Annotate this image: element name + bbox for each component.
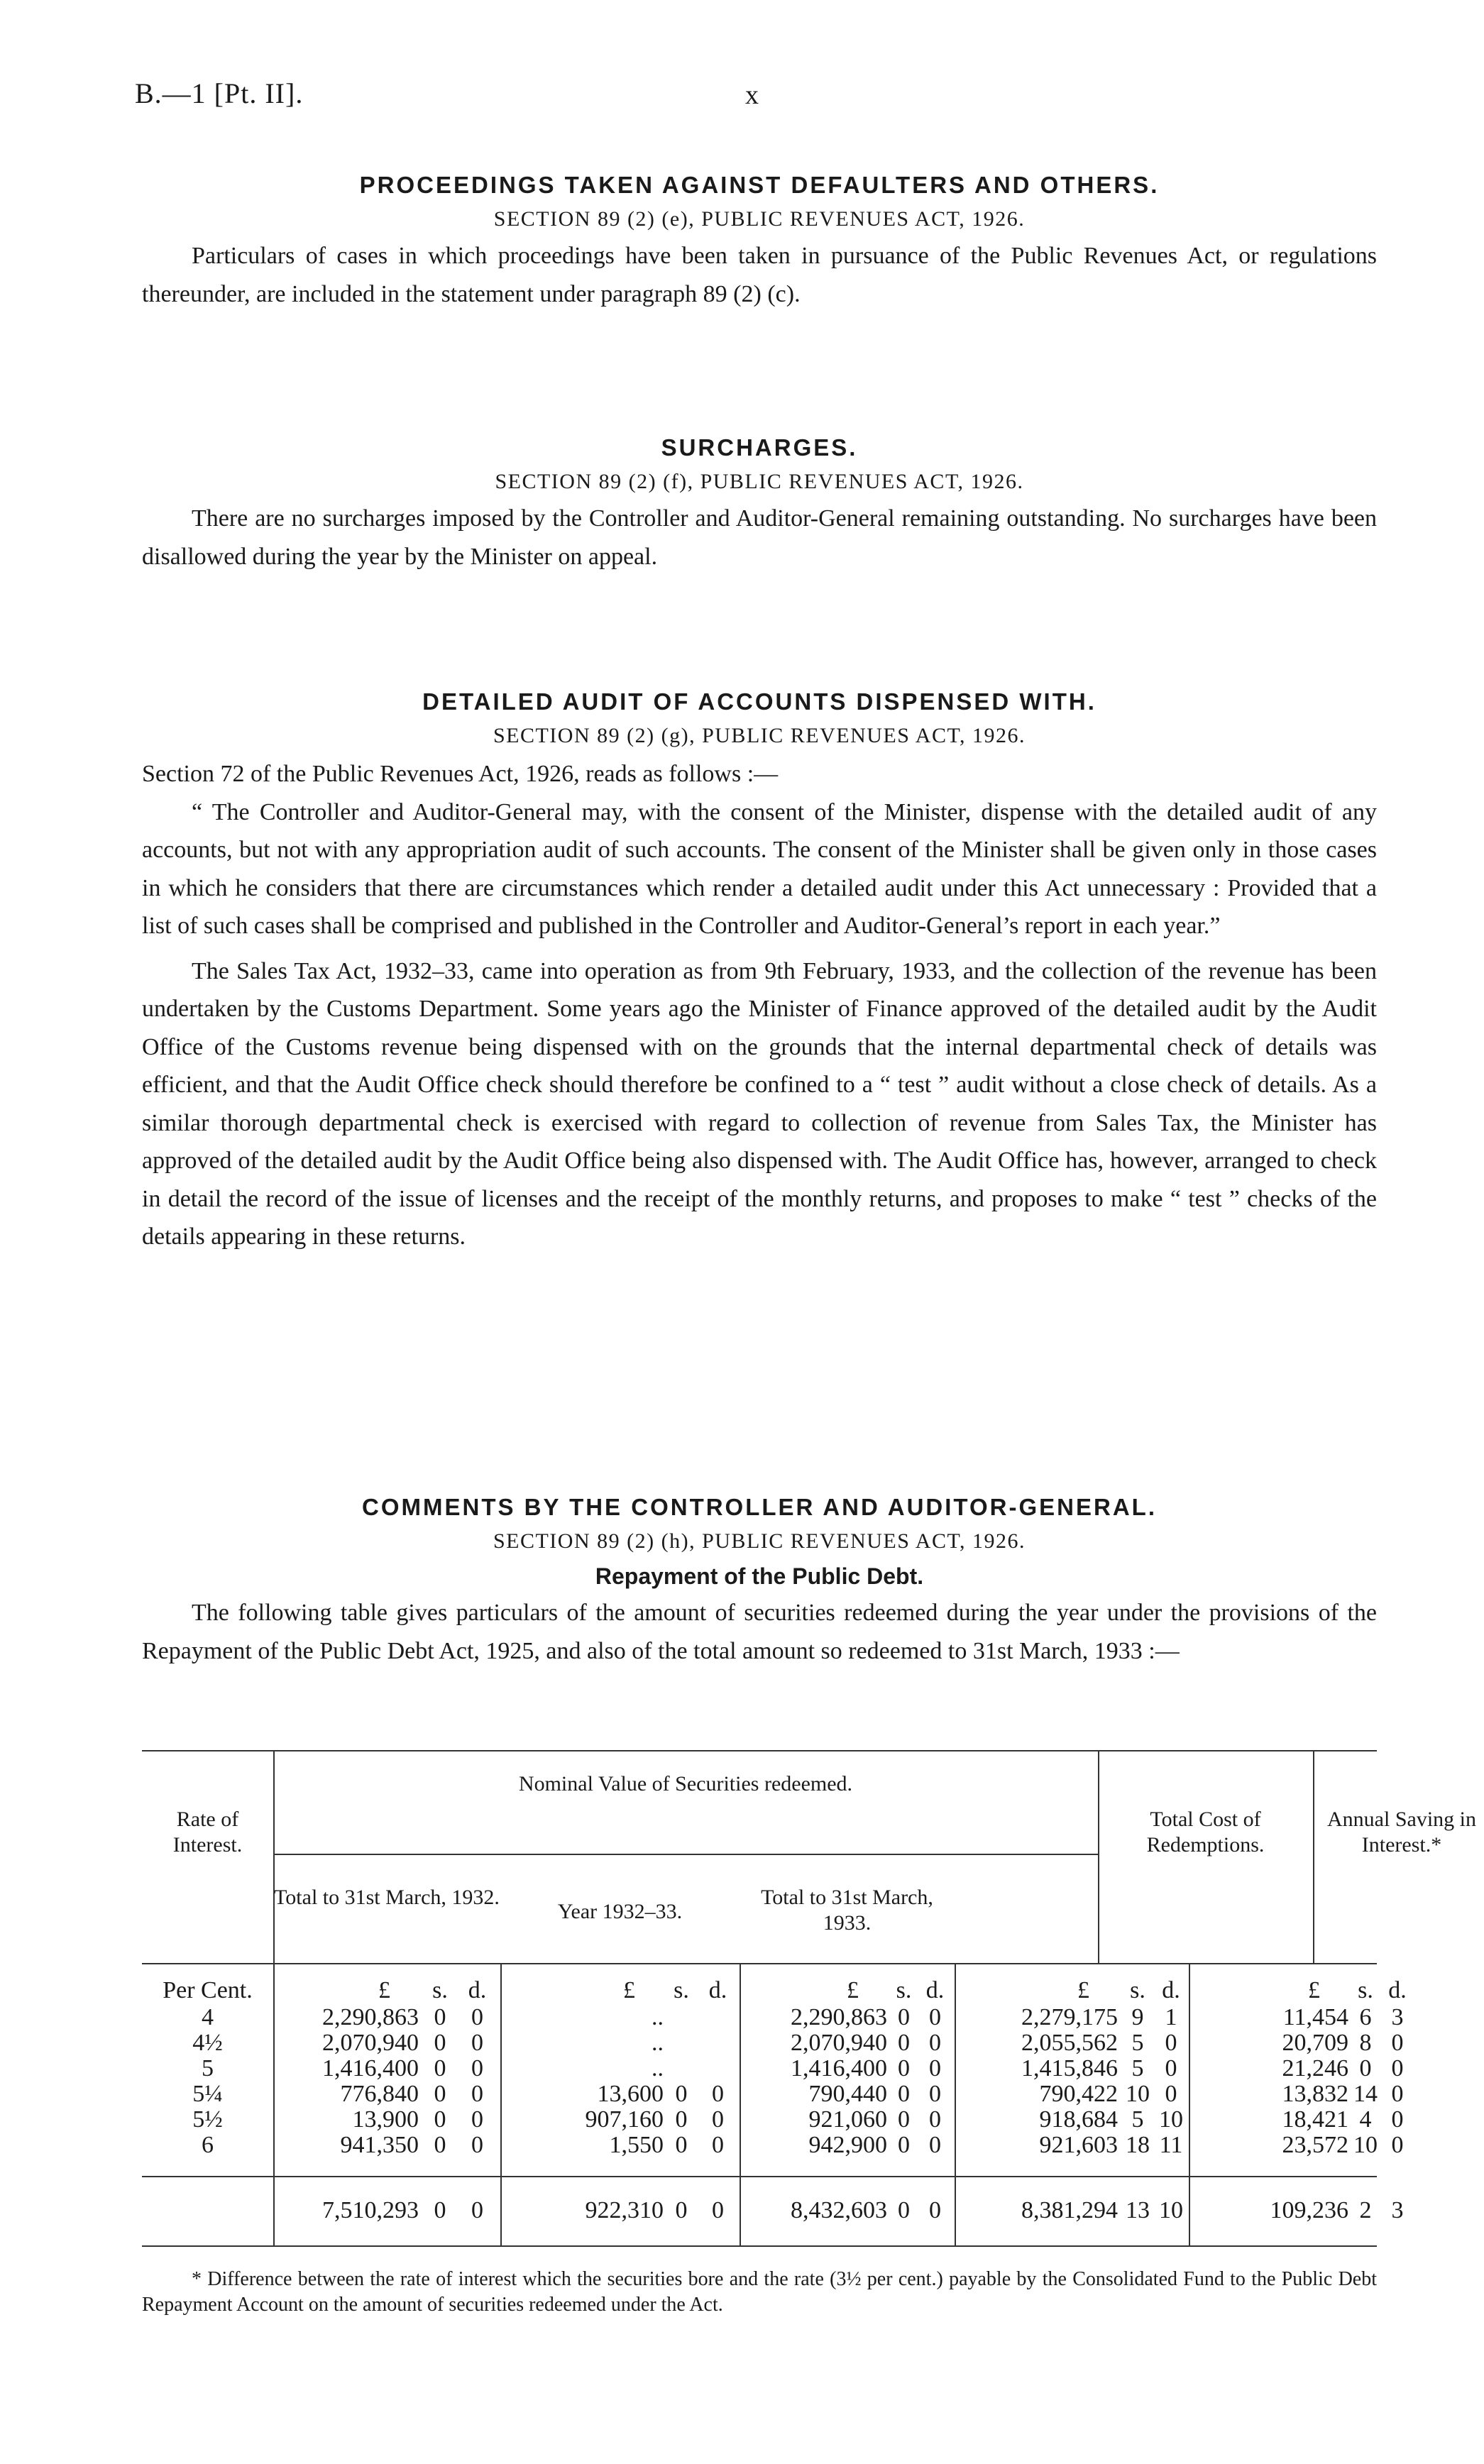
section-subtitle: SECTION 89 (2) (g), PUBLIC REVENUES ACT, 1926. (493, 724, 1026, 747)
table-row-5-cost: 918,684 (1039, 2106, 1118, 2133)
section-comments (142, 1494, 1377, 1670)
section-subheading: Repayment of the Public Debt. (595, 1563, 924, 1589)
table-row-3-t1933-d: 0 (929, 2055, 941, 2081)
table-row-5-cost-s: 5 (1131, 2106, 1144, 2133)
table-row-1-saving: 11,454 (1282, 2004, 1348, 2030)
unit-shillings: s. (674, 1977, 689, 2003)
table-row-2-saving-d: 0 (1391, 2030, 1404, 2056)
table-totals-saving-s: 2 (1359, 2197, 1372, 2223)
table-row-4-t1933-s: 0 (898, 2081, 910, 2107)
table-row-3-saving-d: 0 (1391, 2055, 1404, 2081)
table-row-6-t1933-d: 0 (929, 2132, 941, 2158)
unit-pounds: £ (378, 1977, 390, 2003)
table-row-2-t1933-s: 0 (898, 2030, 910, 2056)
unit-pounds: £ (1077, 1977, 1089, 2003)
unit-shillings: s. (896, 1977, 912, 2003)
table-row-6-saving-d: 0 (1391, 2132, 1404, 2158)
table-row-2-t1933-d: 0 (929, 2030, 941, 2056)
table-row-3-year: .. (652, 2055, 664, 2081)
table-row-1-t1933-d: 0 (929, 2004, 941, 2030)
table-row-4-cost-d: 0 (1165, 2081, 1177, 2107)
table-row-3-t1933-s: 0 (898, 2055, 910, 2081)
table-row-5-t1932-s: 0 (434, 2106, 446, 2133)
table-totals-saving-d: 3 (1391, 2197, 1404, 2223)
table-row-3-cost-d: 0 (1165, 2055, 1177, 2081)
table-totals-t1933-d: 0 (929, 2197, 941, 2223)
statute-quote: “ The Controller and Auditor-General may, with the consent of the Minister, dispense with the detailed audit of any accounts, but not with any appropriation audit of such accounts. The consent of the Minister shall be given only in those cases in which he considers that there are circumstances which render a detailed audit under this Act unnecessary : Provided that a list of such cases shall be comprised and published in the Controller and Auditor-General’s report in each year.” (142, 798, 1377, 939)
section-title: DETAILED AUDIT OF ACCOUNTS DISPENSED WITH. (422, 688, 1096, 715)
table-rule (142, 1750, 1377, 1751)
table-row-4-t1932-d: 0 (471, 2081, 483, 2107)
section-subtitle: SECTION 89 (2) (f), PUBLIC REVENUES ACT, 1926. (495, 470, 1024, 493)
section-intro: Section 72 of the Public Revenues Act, 1926, reads as follows :— (142, 761, 779, 787)
table-totals-cost: 8,381,294 (1021, 2197, 1118, 2223)
repayment-table (142, 1750, 1476, 2275)
section-paragraph: Particulars of cases in which proceedings have been taken in pursuance of the Public Revenues Act, or regulations thereunder, are included in the statement under paragraph 89 (2) (c). (142, 243, 1377, 307)
table-row-2-cost: 2,055,562 (1021, 2030, 1118, 2056)
table-row-2-saving: 20,709 (1282, 2030, 1348, 2056)
table-rule (142, 2245, 1377, 2247)
header-year-1932-33: Year 1932–33. (557, 1900, 683, 1923)
unit-pounds: £ (847, 1977, 859, 2003)
table-row-1-cost: 2,279,175 (1021, 2004, 1118, 2030)
table-row-5-rate: 5½ (192, 2106, 223, 2133)
table-row-2-t1932: 2,070,940 (322, 2030, 419, 2056)
table-row-3-t1932-d: 0 (471, 2055, 483, 2081)
header-total-1933: Total to 31st March, 1933. (761, 1886, 933, 1935)
table-row-6-t1933: 942,900 (808, 2132, 887, 2158)
table-row-6-rate: 6 (202, 2132, 214, 2158)
table-totals-t1932-d: 0 (471, 2197, 483, 2223)
unit-shillings: s. (1358, 1977, 1373, 2003)
table-row-6-cost-s: 18 (1126, 2132, 1150, 2158)
table-totals-year: 922,310 (585, 2197, 664, 2223)
header-nominal-value: Nominal Value of Securities redeemed. (518, 1772, 853, 1795)
table-row-6-saving-s: 10 (1353, 2132, 1378, 2158)
unit-shillings: s. (432, 1977, 448, 2003)
table-row-1-t1933: 2,290,863 (791, 2004, 887, 2030)
table-row-5-cost-d: 10 (1159, 2106, 1183, 2133)
table-row-6-t1932: 941,350 (340, 2132, 419, 2158)
table-row-4-saving-d: 0 (1391, 2081, 1404, 2107)
unit-pounds: £ (623, 1977, 635, 2003)
table-row-1-saving-d: 3 (1391, 2004, 1404, 2030)
section-title: PROCEEDINGS TAKEN AGAINST DEFAULTERS AND OTHERS. (359, 172, 1160, 198)
table-row-5-year-s: 0 (675, 2106, 688, 2133)
table-totals-t1933: 8,432,603 (791, 2197, 887, 2223)
page-number: x (745, 80, 759, 110)
table-row-1-t1933-s: 0 (898, 2004, 910, 2030)
table-row-5-t1932-d: 0 (471, 2106, 483, 2133)
table-row-5-t1933-d: 0 (929, 2106, 941, 2133)
table-row-3-saving-s: 0 (1359, 2055, 1372, 2081)
header-total-cost: Total Cost of Redemptions. (1146, 1808, 1265, 1857)
table-row-2-t1933: 2,070,940 (791, 2030, 887, 2056)
section-paragraph: The following table gives particulars of the amount of securities redeemed during the year under the provisions of the Repayment of the Public Debt Act, 1925, and also of the total amount so redeemed to 31st March, 1933 :— (142, 1600, 1377, 1664)
report-reference: B.—1 [Pt. II]. (135, 77, 304, 109)
table-row-2-saving-s: 8 (1359, 2030, 1372, 2056)
section-paragraph: There are no surcharges imposed by the Controller and Auditor-General remaining outstanding. No surcharges have been disallowed during the year by the Minister on appeal. (142, 505, 1377, 570)
table-row-5-saving-d: 0 (1391, 2106, 1404, 2133)
unit-per-cent: Per Cent. (163, 1977, 253, 2003)
header-rate: Rate of Interest. (172, 1808, 243, 1857)
table-row-2-year: .. (652, 2030, 664, 2056)
section-detailed-audit (142, 688, 1377, 1256)
table-totals-cost-d: 10 (1159, 2197, 1183, 2223)
section-paragraph: The Sales Tax Act, 1932–33, came into operation as from 9th February, 1933, and the collection of the revenue has been undertaken by the Customs Department. Some years ago the Minister of Finance approved of the detailed audit by the Audit Office of the Customs revenue being dispensed with on the grounds that the internal departmental check of details was efficient, and that the Audit Office check should therefore be confined to a “ test ” audit without a close check of details. As a similar thorough departmental check is exercised with regard to collection of revenue from Sales Tax, the Minister has approved of the detailed audit by the Audit Office being also dispensed with. The Audit Office has, however, arranged to check in detail the record of the issue of licenses and the receipt of the monthly returns, and proposes to make “ test ” checks of the details appearing in these returns. (142, 957, 1377, 1250)
table-row-5-t1933: 921,060 (808, 2106, 887, 2133)
header-annual-saving: Annual Saving in Interest.* (1327, 1808, 1476, 1857)
table-row-6-saving: 23,572 (1282, 2132, 1348, 2158)
table-totals-t1933-s: 0 (898, 2197, 910, 2223)
table-row-2-cost-s: 5 (1131, 2030, 1144, 2056)
table-row-6-t1932-s: 0 (434, 2132, 446, 2158)
table-row-6-year-d: 0 (712, 2132, 724, 2158)
table-totals-saving: 109,236 (1270, 2197, 1348, 2223)
table-row-2-cost-d: 0 (1165, 2030, 1177, 2056)
table-row-4-year-s: 0 (675, 2081, 688, 2107)
unit-pence: d. (1162, 1977, 1180, 2003)
table-rule (142, 1963, 1377, 1964)
header-total-1932: Total to 31st March, 1932. (274, 1886, 500, 1909)
table-row-1-cost-d: 1 (1165, 2004, 1177, 2030)
table-row-3-t1932-s: 0 (434, 2055, 446, 2081)
table-row-1-t1932-d: 0 (471, 2004, 483, 2030)
table-totals-year-s: 0 (675, 2197, 688, 2223)
section-subtitle: SECTION 89 (2) (e), PUBLIC REVENUES ACT, 1926. (493, 207, 1026, 231)
table-row-6-year: 1,550 (609, 2132, 664, 2158)
table-row-1-t1932-s: 0 (434, 2004, 446, 2030)
table-totals-t1932: 7,510,293 (322, 2197, 419, 2223)
table-row-3-cost-s: 5 (1131, 2055, 1144, 2081)
table-row-6-t1933-s: 0 (898, 2132, 910, 2158)
section-proceedings (142, 172, 1377, 313)
unit-pence: d. (708, 1977, 727, 2003)
table-row-5-year: 907,160 (585, 2106, 664, 2133)
table-row-6-year-s: 0 (675, 2132, 688, 2158)
table-row-4-cost: 790,422 (1039, 2081, 1118, 2107)
table-row-4-cost-s: 10 (1126, 2081, 1150, 2107)
table-footnote: * Difference between the rate of interest which the securities bore and the rate (3½ per cent.) payable by the Consolidated Fund to the Public Debt Repayment Account on the amount of securities redeemed under the Act. (142, 2268, 1377, 2316)
unit-pence: d. (468, 1977, 487, 2003)
table-row-4-year: 13,600 (597, 2081, 664, 2107)
table-totals-cost-s: 13 (1126, 2197, 1150, 2223)
table-row-2-rate: 4½ (192, 2030, 223, 2056)
table-row-4-year-d: 0 (712, 2081, 724, 2107)
table-row-4-t1933: 790,440 (808, 2081, 887, 2107)
unit-shillings: s. (1130, 1977, 1145, 2003)
table-row-6-t1932-d: 0 (471, 2132, 483, 2158)
table-row-3-t1932: 1,416,400 (322, 2055, 419, 2081)
table-row-3-saving: 21,246 (1282, 2055, 1348, 2081)
table-row-4-saving: 13,832 (1282, 2081, 1348, 2107)
table-row-1-year: .. (652, 2004, 664, 2030)
table-row-1-t1932: 2,290,863 (322, 2004, 419, 2030)
unit-pence: d. (925, 1977, 945, 2003)
table-rule (142, 2176, 1377, 2177)
table-row-2-t1932-d: 0 (471, 2030, 483, 2056)
table-row-5-saving: 18,421 (1282, 2106, 1348, 2133)
table-row-1-saving-s: 6 (1359, 2004, 1372, 2030)
table-row-5-year-d: 0 (712, 2106, 724, 2133)
table-row-4-t1932: 776,840 (340, 2081, 419, 2107)
table-row-2-t1932-s: 0 (434, 2030, 446, 2056)
table-rule (273, 1854, 1098, 1855)
table-row-5-t1932: 13,900 (352, 2106, 419, 2133)
table-row-4-t1932-s: 0 (434, 2081, 446, 2107)
unit-pence: d. (1388, 1977, 1407, 2003)
table-row-6-cost-d: 11 (1159, 2132, 1183, 2158)
section-title: COMMENTS BY THE CONTROLLER AND AUDITOR-GENERAL. (362, 1494, 1157, 1520)
section-subtitle: SECTION 89 (2) (h), PUBLIC REVENUES ACT, 1926. (493, 1529, 1026, 1553)
table-row-3-t1933: 1,416,400 (791, 2055, 887, 2081)
table-row-6-cost: 921,603 (1039, 2132, 1118, 2158)
table-row-3-cost: 1,415,846 (1021, 2055, 1118, 2081)
table-row-3-rate: 5 (202, 2055, 214, 2081)
table-row-5-saving-s: 4 (1359, 2106, 1372, 2133)
table-totals-t1932-s: 0 (434, 2197, 446, 2223)
section-title: SURCHARGES. (661, 434, 858, 461)
section-surcharges (142, 434, 1377, 576)
table-row-1-cost-s: 9 (1131, 2004, 1144, 2030)
table-row-4-saving-s: 14 (1353, 2081, 1378, 2107)
table-row-1-rate: 4 (202, 2004, 214, 2030)
unit-pounds: £ (1308, 1977, 1320, 2003)
table-row-5-t1933-s: 0 (898, 2106, 910, 2133)
table-row-4-t1933-d: 0 (929, 2081, 941, 2107)
table-totals-year-d: 0 (712, 2197, 724, 2223)
table-row-4-rate: 5¼ (192, 2081, 223, 2107)
